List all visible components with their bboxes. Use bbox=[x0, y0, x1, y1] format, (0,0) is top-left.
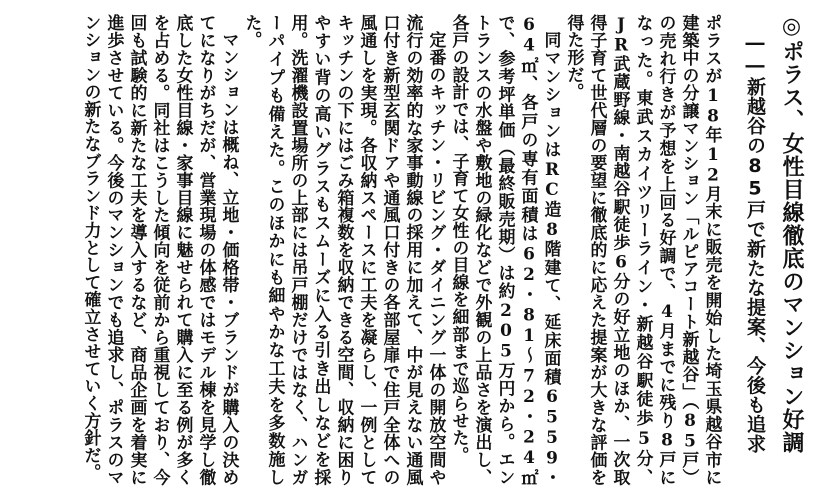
article-paragraph-4: マンションは概ね、立地・価格帯・ブランドが購入の決めてになりがちだが、営業現場の体感ではモデル棟を見学し徹底した女性目線・家事目線に魅せられて購入に至る例が多くを占める。同社はこうした傾向を従前から重視しており、今回も試験的に新たな工夫を導入するなど、商品企画を着実に進歩させている。今後のマンションでも追求し、ポラスのマンションの新たなブランド力として確立させていく方針だ。 bbox=[82, 14, 240, 486]
article-paragraph-2: 同マンションはRC造8階建て、延床面積6559・64㎡、各戸の専有面積は62・81～72・24㎡で、参考坪単価（最終販売期）は約205万円から。エントランスの水盤や敷地の緑化などで外観の上品さを演出し、各戸の設計では、子育て女性の目線を細部まで巡らせた。 bbox=[450, 14, 562, 486]
article-paragraph-1: ポラスが18年12月末に販売を開始した埼玉県越谷市に建築中の分譲マンション「ルピアコート新越谷」（85戸）の売れ行きが予想を上回る好調で、4月までに残り8戸になった。東武スカイツリーライン・新越谷駅徒歩5分、JR武蔵野線・南越谷駅徒歩6分の好立地のほか、一次取得子育て世代層の要望に徹底的に応えた提案が大きな評価を得た形だ。 bbox=[565, 14, 723, 486]
article-subheadline: ――新越谷の85戸で新たな提案、今後も追求 bbox=[744, 32, 766, 454]
article-headline: ◎ポラス、女性目線徹底のマンション好調 bbox=[779, 14, 804, 454]
article-paragraph-3: 定番のキッチン・リビング・ダイニング一体の開放空間や流行の効率的な家事動線の採用に加えて、中が見えない通風口付き新型玄関ドアや通風口付きの各部屋扉で住戸全体への風通しを実現。各収納スペースに工夫を凝らし、一例としてキッチンの下にはごみ箱複数を収納できる空間、収納に困りやすい背の高いグラスもスムーズに入る引き出しなどを採用。洗濯機設置場所の上部には吊戸棚だけではなく、ハンガーパイプも備えた。このほかにも細やかな工夫を多数施した。 bbox=[243, 14, 447, 486]
news-article bbox=[80, 14, 806, 486]
